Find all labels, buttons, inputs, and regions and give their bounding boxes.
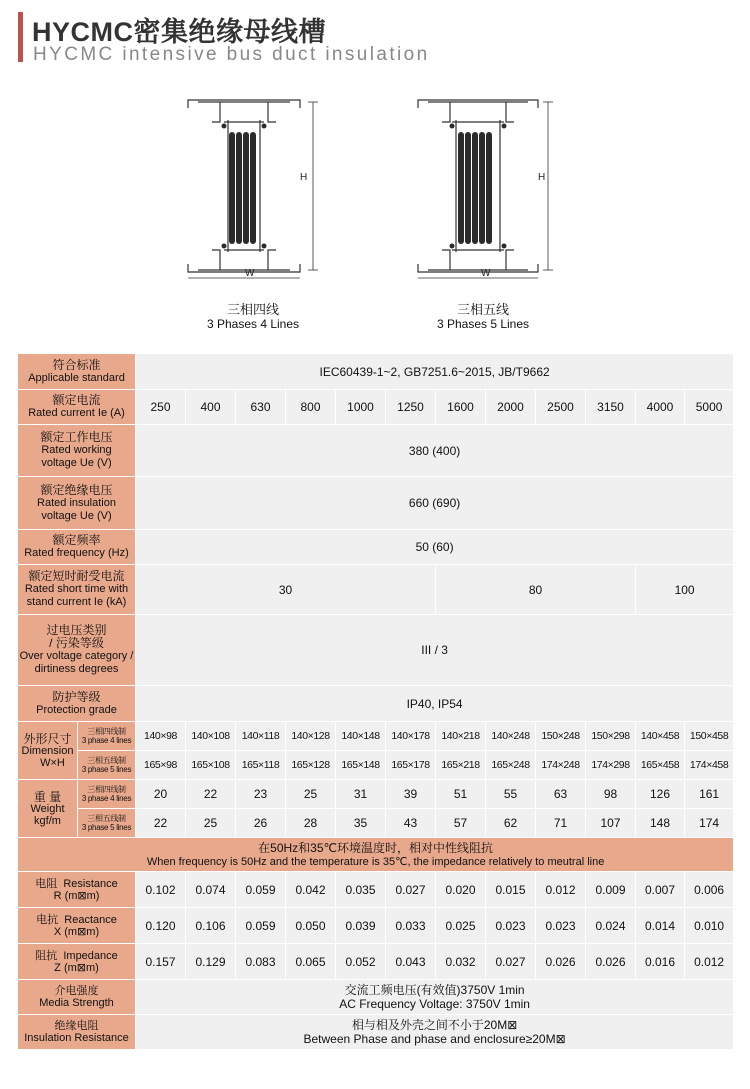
width-label: W [481, 268, 491, 279]
label-en: voltage Ue (V) [41, 509, 112, 522]
cell-value: 63 [536, 780, 586, 809]
label-en: stand current Ie (kA) [26, 596, 127, 608]
cell-value: 22 [186, 780, 236, 809]
cell-value: 57 [436, 809, 486, 838]
row-reactance [18, 908, 734, 944]
row-frequency [18, 530, 734, 565]
cell-value: 0.042 [286, 872, 336, 908]
row-weight-4 [18, 780, 734, 809]
cell-value: 140×118 [236, 722, 286, 751]
page-title: HYCMC密集绝缘母线槽 [32, 17, 326, 47]
cell-value: 2500 [536, 390, 586, 425]
cell-value: 0.043 [386, 944, 436, 980]
cell-value: 31 [336, 780, 386, 809]
cell-value: 148 [636, 809, 685, 838]
label-en: Insulation Resistance [24, 1032, 129, 1044]
label-unit: Z (m⊠m) [54, 961, 99, 974]
label-cn: 电阻 [35, 877, 58, 890]
label-en: Weight [30, 802, 65, 815]
label-dimension [18, 722, 78, 780]
sublabel-en: 3 phase 5 lines [81, 765, 132, 774]
row-protection [18, 686, 734, 722]
value-short-time: 100 [636, 565, 734, 615]
cell-value: 55 [486, 780, 536, 809]
cell-value: 0.033 [386, 908, 436, 944]
cell-value: 150×458 [685, 722, 734, 751]
cell-value: 0.009 [586, 872, 636, 908]
cell-value: 0.026 [586, 944, 636, 980]
cell-value: 140×458 [636, 722, 685, 751]
cell-value: 0.102 [136, 872, 186, 908]
cell-value: 5000 [685, 390, 734, 425]
cell-value: 630 [236, 390, 286, 425]
cell-value: 150×248 [536, 722, 586, 751]
label-en: Rated working [41, 444, 112, 456]
cell-value: 140×108 [186, 722, 236, 751]
cell-value: 0.023 [486, 908, 536, 944]
value-insulation-voltage: 660 (690) [136, 477, 734, 530]
label-cn: 电抗 [36, 913, 59, 926]
cell-value: 0.120 [136, 908, 186, 944]
cell-value: 0.157 [136, 944, 186, 980]
cell-value: 98 [586, 780, 636, 809]
diagram-3p4l-labels [183, 268, 323, 288]
cell-value: 140×148 [336, 722, 386, 751]
value-en: Between Phase and phase and enclosure≥20M⊠ [303, 1032, 566, 1046]
caption-cn: 三相五线 [456, 302, 509, 317]
label-frequency [18, 530, 136, 565]
height-label: H [300, 172, 308, 183]
cell-value: 71 [536, 809, 586, 838]
height-label: H [538, 172, 546, 183]
label-en: Resistance [63, 877, 118, 890]
value-cn: 相与相及外壳之间不小于20M⊠ [351, 1018, 518, 1032]
cell-value: 140×128 [286, 722, 336, 751]
label-resistance [18, 872, 136, 908]
row-short-time [18, 565, 734, 615]
label-cn: 介电强度 [54, 985, 99, 997]
cell-value: 0.027 [486, 944, 536, 980]
caption-en: 3 Phases 5 Lines [436, 317, 530, 331]
cell-value: 43 [386, 809, 436, 838]
sublabel-4-lines [78, 722, 136, 751]
label-cn: 额定短时耐受电流 [28, 569, 125, 583]
row-standard [18, 354, 734, 390]
label-cn: 额定工作电压 [40, 430, 113, 444]
cell-value: 26 [236, 809, 286, 838]
cell-value: 0.065 [286, 944, 336, 980]
row-weight-5 [18, 809, 734, 838]
cell-value: 1000 [336, 390, 386, 425]
label-insulation-voltage [18, 477, 136, 530]
cell-value: 3150 [586, 390, 636, 425]
label-cn: 阻抗 [35, 949, 58, 962]
label-cn: 外形尺寸 [23, 731, 72, 746]
cell-value: 161 [685, 780, 734, 809]
cell-value: 0.052 [336, 944, 386, 980]
note-cn: 在50Hz和35℃环境温度时，相对中性线阻抗 [258, 840, 493, 855]
cell-value: 165×98 [136, 751, 186, 780]
cell-value: 0.020 [436, 872, 486, 908]
label-cn: 符合标准 [52, 357, 101, 372]
row-insulation-voltage [18, 477, 734, 530]
cell-value: 0.012 [536, 872, 586, 908]
label-working-voltage [18, 425, 136, 477]
cell-value: 0.014 [636, 908, 685, 944]
cell-value: 0.010 [685, 908, 734, 944]
label-cn: 绝缘电阻 [54, 1020, 99, 1032]
cell-value: 140×98 [136, 722, 186, 751]
row-working-voltage [18, 425, 734, 477]
label-en: Rated insulation [37, 496, 116, 509]
cell-value: 51 [436, 780, 486, 809]
value-insulation-resistance [136, 1015, 734, 1050]
cell-value: 25 [186, 809, 236, 838]
label-cn: 额定电流 [52, 393, 101, 407]
cell-value: 0.015 [486, 872, 536, 908]
value-media-strength [136, 980, 734, 1015]
sublabel-cn: 三相五线制 [87, 756, 126, 765]
label-protection [18, 686, 136, 722]
cell-value: 0.012 [685, 944, 734, 980]
label-en: W×H [40, 756, 65, 769]
sublabel-cn: 三相五线制 [87, 814, 126, 823]
value-standard: IEC60439-1~2, GB7251.6~2015, JB/T9662 [136, 354, 734, 390]
sublabel-cn: 三相四线制 [87, 727, 126, 736]
note-en: When frequency is 50Hz and the temperature is 35℃, the impedance relatively to meutral line [146, 855, 605, 868]
cell-value: 0.059 [236, 908, 286, 944]
label-en: Rated short time with [24, 583, 129, 595]
cell-value: 0.083 [236, 944, 286, 980]
busduct-cross-section-5-icon [398, 92, 568, 292]
cell-value: 126 [636, 780, 685, 809]
label-en: Rated frequency (Hz) [24, 547, 129, 559]
row-current [18, 390, 734, 425]
value-short-time: 30 [136, 565, 436, 615]
diagram-3p4l [168, 92, 338, 292]
label-en: Applicable standard [28, 371, 125, 384]
cell-value: 1250 [386, 390, 436, 425]
label-en: kgf/m [34, 814, 61, 827]
value-en: AC Frequency Voltage: 3750V 1min [339, 997, 530, 1011]
cell-value: 1600 [436, 390, 486, 425]
value-frequency: 50 (60) [136, 530, 734, 565]
label-en: dirtiness degrees [34, 663, 119, 675]
cell-value: 165×218 [436, 751, 486, 780]
cell-value: 0.016 [636, 944, 685, 980]
cell-value: 0.024 [586, 908, 636, 944]
cell-value: 28 [286, 809, 336, 838]
label-en: voltage Ue (V) [41, 457, 112, 469]
label-en: Protection grade [36, 703, 117, 716]
cell-value: 4000 [636, 390, 685, 425]
label-cn: 额定频率 [52, 533, 101, 547]
cell-value: 2000 [486, 390, 536, 425]
cell-value: 22 [136, 809, 186, 838]
cell-value: 800 [286, 390, 336, 425]
cell-value: 165×148 [336, 751, 386, 780]
cell-value: 140×218 [436, 722, 486, 751]
row-media-strength [18, 980, 734, 1015]
row-resistance [18, 872, 734, 908]
title-accent-bar [18, 12, 23, 62]
label-cn: 额定绝缘电压 [40, 482, 113, 497]
cell-value: 0.129 [186, 944, 236, 980]
label-en: Over voltage category / [19, 650, 134, 662]
sublabel-5-lines [78, 809, 136, 838]
cell-value: 165×458 [636, 751, 685, 780]
label-overvoltage [18, 615, 136, 686]
cell-value: 0.007 [636, 872, 685, 908]
caption-3p5l [398, 302, 568, 332]
width-label: W [245, 268, 255, 279]
value-short-time: 80 [436, 565, 636, 615]
label-unit: R (m⊠m) [53, 889, 100, 902]
cell-value: 39 [386, 780, 436, 809]
row-overvoltage [18, 615, 734, 686]
sublabel-en: 3 phase 4 lines [81, 736, 132, 745]
cell-value: 165×248 [486, 751, 536, 780]
cell-value: 0.023 [536, 908, 586, 944]
cell-value: 150×298 [586, 722, 636, 751]
cell-value: 0.027 [386, 872, 436, 908]
sublabel-en: 3 phase 5 lines [81, 823, 132, 832]
cell-value: 250 [136, 390, 186, 425]
cell-value: 165×178 [386, 751, 436, 780]
cell-value: 0.032 [436, 944, 486, 980]
cell-value: 20 [136, 780, 186, 809]
value-protection: IP40, IP54 [136, 686, 734, 722]
label-reactance [18, 908, 136, 944]
cell-value: 25 [286, 780, 336, 809]
cell-value: 62 [486, 809, 536, 838]
cell-value: 35 [336, 809, 386, 838]
label-impedance [18, 944, 136, 980]
cell-value: 174×248 [536, 751, 586, 780]
spec-table [17, 353, 734, 1050]
cell-value: 0.106 [186, 908, 236, 944]
cell-value: 174 [685, 809, 734, 838]
cell-value: 0.074 [186, 872, 236, 908]
busduct-cross-section-4-icon [168, 92, 338, 292]
row-dimension-5 [18, 751, 734, 780]
cell-value: 0.006 [685, 872, 734, 908]
cell-value: 0.050 [286, 908, 336, 944]
row-insulation-resistance [18, 1015, 734, 1050]
cell-value: 0.059 [236, 872, 286, 908]
cell-value: 400 [186, 390, 236, 425]
label-short-time [18, 565, 136, 615]
cell-value: 0.026 [536, 944, 586, 980]
label-weight [18, 780, 78, 838]
value-cn: 交流工频电压(有效值)3750V 1min [344, 983, 525, 997]
cell-value: 107 [586, 809, 636, 838]
sublabel-en: 3 phase 4 lines [81, 794, 132, 803]
label-cn: / 污染等级 [49, 636, 104, 650]
cell-value: 0.025 [436, 908, 486, 944]
label-en: Impedance [63, 949, 118, 962]
caption-3p4l [168, 302, 338, 332]
label-en: Rated current Ie (A) [28, 407, 125, 419]
value-overvoltage: III / 3 [136, 615, 734, 686]
label-cn: 过电压类别 [46, 623, 107, 637]
label-media-strength [18, 980, 136, 1015]
label-current [18, 390, 136, 425]
page-subtitle: HYCMC intensive bus duct insulation [33, 44, 430, 65]
caption-en: 3 Phases 4 Lines [206, 317, 300, 331]
cell-value: 0.035 [336, 872, 386, 908]
label-en: Media Strength [39, 997, 114, 1009]
row-dimension-4 [18, 722, 734, 751]
cell-value: 0.039 [336, 908, 386, 944]
diagram-3p5l [398, 92, 568, 292]
cell-value: 165×108 [186, 751, 236, 780]
sublabel-cn: 三相四线制 [87, 785, 126, 794]
cell-value: 165×118 [236, 751, 286, 780]
cell-value: 23 [236, 780, 286, 809]
label-insulation-resistance [18, 1015, 136, 1050]
sublabel-4-lines [78, 780, 136, 809]
row-impedance-note [18, 838, 734, 872]
cell-value: 174×458 [685, 751, 734, 780]
impedance-note [18, 838, 734, 872]
cell-value: 165×128 [286, 751, 336, 780]
label-unit: X (m⊠m) [53, 925, 100, 938]
cell-value: 140×248 [486, 722, 536, 751]
label-en: Reactance [64, 913, 117, 926]
value-working-voltage: 380 (400) [136, 425, 734, 477]
row-impedance [18, 944, 734, 980]
label-standard [18, 354, 136, 390]
sublabel-5-lines [78, 751, 136, 780]
label-cn: 重 量 [33, 789, 62, 804]
label-en: Dimension [21, 744, 74, 757]
caption-cn: 三相四线 [226, 302, 279, 317]
cell-value: 174×298 [586, 751, 636, 780]
label-cn: 防护等级 [52, 689, 101, 704]
cell-value: 140×178 [386, 722, 436, 751]
